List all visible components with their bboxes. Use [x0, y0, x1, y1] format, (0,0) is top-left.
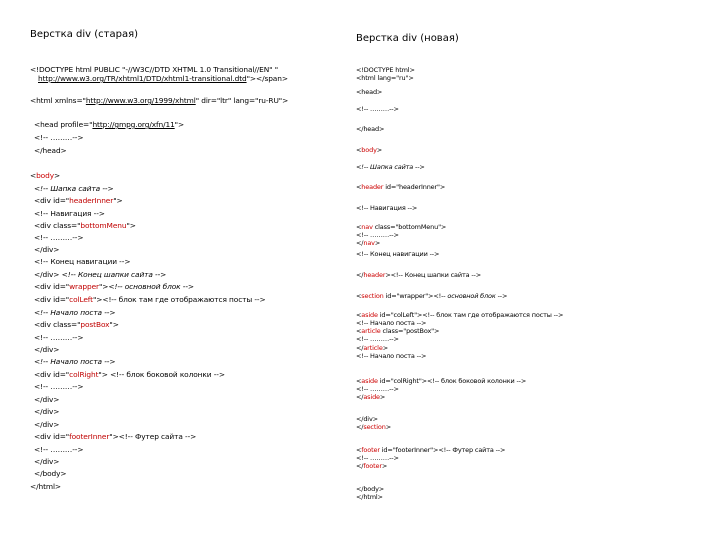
- code-line: [34, 295, 266, 304]
- code-token: <!-- Навигация -->: [356, 204, 418, 212]
- code-token: </: [356, 393, 364, 401]
- code-line: [356, 393, 385, 401]
- code-token: </: [356, 462, 364, 470]
- code-token: <!-- Навигация -->: [34, 209, 105, 218]
- code-line: [356, 446, 505, 454]
- code-token: nav: [361, 223, 373, 231]
- code-line: [356, 204, 417, 212]
- code-token: header: [361, 183, 384, 191]
- code-line: [34, 320, 119, 329]
- code-token: </: [356, 239, 364, 247]
- code-token: <!-- основной блок -->: [108, 282, 194, 291]
- code-token: <!-- ………-->: [356, 385, 399, 393]
- code-token: <div id=": [34, 432, 70, 441]
- code-token: <!-- Начало поста -->: [34, 308, 116, 317]
- code-line: [34, 209, 105, 218]
- code-token: <: [356, 311, 362, 319]
- code-token: </div>: [34, 345, 60, 354]
- code-token: body: [361, 146, 377, 154]
- code-token: ">: [174, 120, 185, 129]
- code-token: </body>: [34, 469, 67, 478]
- code-token: <: [356, 327, 362, 335]
- code-line: [34, 357, 115, 366]
- code-line: [356, 66, 415, 74]
- code-token: <div id=": [34, 295, 70, 304]
- code-line: [356, 183, 445, 191]
- code-line: [34, 445, 83, 454]
- code-line: [356, 493, 383, 501]
- code-line: [34, 345, 59, 354]
- code-line: [34, 120, 184, 129]
- code-token: >: [381, 462, 388, 470]
- code-token: " dir="ltr" lang="ru-RU">: [195, 96, 289, 105]
- code-line: [34, 370, 225, 379]
- code-token: <html lang="ru">: [356, 74, 414, 82]
- code-line: [356, 88, 382, 96]
- code-token: headerInner: [69, 196, 114, 205]
- code-token: footerInner: [69, 432, 110, 441]
- code-token: <div class=": [34, 320, 81, 329]
- code-token: <!-- ………-->: [34, 382, 84, 391]
- code-token: section: [361, 292, 384, 300]
- code-line: [34, 420, 59, 429]
- code-line: [34, 233, 83, 242]
- code-token: <!-- Начало поста -->: [356, 352, 427, 360]
- code-token: <!DOCTYPE html>: [356, 66, 415, 74]
- code-line: [356, 223, 446, 231]
- code-line: [356, 105, 399, 113]
- code-token: id="colRight"><!-- блок боковой колонки -->: [377, 377, 527, 385]
- code-token: <: [356, 377, 362, 385]
- code-token: "><!-- блок там где отображаются посты -->: [92, 295, 266, 304]
- code-token: bottomMenu: [80, 221, 127, 230]
- code-line: [34, 184, 114, 193]
- code-token: "> <!-- блок боковой колонки -->: [98, 370, 225, 379]
- code-token: class="postBox">: [380, 327, 440, 335]
- code-line: [356, 335, 399, 343]
- code-token: footer: [361, 446, 380, 454]
- code-token: <div id=": [34, 370, 70, 379]
- code-token: colRight: [69, 370, 99, 379]
- code-line: [356, 250, 439, 258]
- code-line: [356, 377, 526, 385]
- code-line: [356, 163, 425, 171]
- code-token: id="headerInner">: [383, 183, 446, 191]
- code-token: <!-- ………-->: [356, 105, 399, 113]
- code-line: [34, 257, 130, 266]
- code-token: "></span>: [246, 74, 288, 83]
- code-token: <head>: [356, 88, 383, 96]
- code-line: [34, 469, 66, 478]
- code-token: article: [363, 344, 383, 352]
- code-line: [356, 231, 399, 239]
- code-line: [356, 319, 426, 327]
- code-line: [38, 74, 288, 83]
- code-line: [34, 382, 83, 391]
- code-line: [34, 282, 194, 291]
- code-token: <div class=": [34, 221, 81, 230]
- code-token: >: [382, 344, 388, 352]
- code-token: >: [385, 423, 392, 431]
- code-token: ">: [113, 196, 123, 205]
- code-line: [30, 482, 61, 491]
- code-token: </: [356, 423, 364, 431]
- code-token: </head>: [34, 146, 67, 155]
- code-line: [356, 327, 439, 335]
- old-layout-heading: Верстка div (старая): [30, 29, 138, 40]
- code-token: <div id=": [34, 282, 70, 291]
- code-token: <!-- ………-->: [356, 335, 399, 343]
- code-token: wrapper: [69, 282, 99, 291]
- code-token: colLeft: [69, 295, 93, 304]
- code-token: class="bottomMenu">: [372, 223, 447, 231]
- code-line: [34, 221, 136, 230]
- code-token: <head profile=": [34, 120, 93, 129]
- new-layout-heading: Верстка div (новая): [356, 33, 459, 44]
- code-token: ">: [109, 320, 119, 329]
- code-line: [30, 96, 288, 105]
- code-token: <!DOCTYPE html PUBLIC "-//W3C//DTD XHTML 1.0 Transitional//EN" ": [30, 65, 279, 74]
- code-token: <!-- ………-->: [356, 454, 399, 462]
- code-token: </div>: [34, 395, 60, 404]
- code-line: [30, 171, 60, 180]
- code-line: [356, 311, 563, 319]
- code-token: <: [356, 183, 362, 191]
- code-token: </html>: [30, 482, 62, 491]
- code-token: <!-- ………-->: [34, 133, 84, 142]
- code-token: >: [379, 393, 386, 401]
- code-token: http://www.w3.org/TR/xhtml1/DTD/xhtml1-transitional.dtd: [38, 74, 247, 83]
- code-token: основной блок: [447, 292, 496, 300]
- code-token: header: [363, 271, 386, 279]
- code-token: </div>: [34, 420, 60, 429]
- code-token: <!-- ………-->: [356, 231, 399, 239]
- code-token: <!-- Конец шапки сайта -->: [61, 270, 167, 279]
- code-line: [34, 432, 196, 441]
- code-line: [356, 462, 387, 470]
- code-token: <: [356, 146, 362, 154]
- code-line: [34, 333, 83, 342]
- code-token: id="colLeft"><!-- блок там где отображаются посты -->: [377, 311, 564, 319]
- code-line: [34, 407, 59, 416]
- code-token: </head>: [356, 125, 385, 133]
- code-token: ">: [126, 221, 136, 230]
- code-line: [34, 146, 67, 155]
- code-token: </html>: [356, 493, 383, 501]
- code-line: [356, 125, 384, 133]
- code-token: </: [356, 344, 364, 352]
- code-token: <: [30, 171, 37, 180]
- code-line: [356, 271, 481, 279]
- code-token: footer: [363, 462, 382, 470]
- code-line: [356, 74, 414, 82]
- code-line: [356, 239, 380, 247]
- code-line: [356, 292, 507, 300]
- code-token: </div>: [34, 270, 62, 279]
- code-token: <!-- Шапка сайта -->: [34, 184, 114, 193]
- code-token: </body>: [356, 485, 385, 493]
- code-line: [356, 146, 382, 154]
- code-token: -->: [495, 292, 508, 300]
- code-token: <: [356, 446, 362, 454]
- code-token: <!-- Конец навигации -->: [356, 250, 440, 258]
- code-token: </: [356, 271, 364, 279]
- code-token: </div>: [34, 457, 60, 466]
- code-token: http://gmpg.org/xfn/11: [92, 120, 175, 129]
- code-line: [34, 457, 59, 466]
- code-token: <!-- ………-->: [34, 333, 84, 342]
- code-token: id="wrapper"><!--: [383, 292, 448, 300]
- code-token: body: [36, 171, 54, 180]
- code-line: [356, 454, 399, 462]
- code-token: </div>: [34, 407, 60, 416]
- code-token: <!-- Начало поста -->: [356, 319, 427, 327]
- code-token: <!-- ………-->: [34, 233, 84, 242]
- code-token: "><!-- Футер сайта -->: [109, 432, 197, 441]
- code-token: <!-- Шапка сайта -->: [356, 163, 425, 171]
- code-token: article: [361, 327, 381, 335]
- code-token: id="footerInner"><!-- Футер сайта -->: [379, 446, 506, 454]
- code-token: section: [363, 423, 386, 431]
- code-line: [356, 415, 378, 423]
- code-token: http://www.w3.org/1999/xhtml: [85, 96, 196, 105]
- code-token: >: [376, 146, 383, 154]
- code-token: <html xmlns=": [30, 96, 86, 105]
- code-token: <!-- ………-->: [34, 445, 84, 454]
- code-token: aside: [361, 311, 378, 319]
- code-token: aside: [361, 377, 378, 385]
- code-line: [34, 395, 59, 404]
- code-line: [30, 65, 278, 74]
- code-line: [356, 352, 426, 360]
- code-token: </div>: [356, 415, 378, 423]
- code-line: [34, 270, 166, 279]
- code-line: [34, 196, 123, 205]
- code-token: ">: [99, 282, 109, 291]
- code-token: ><!-- Конец шапки сайта -->: [385, 271, 482, 279]
- code-line: [356, 423, 391, 431]
- code-token: <!-- Начало поста -->: [34, 357, 116, 366]
- code-token: postBox: [80, 320, 110, 329]
- code-line: [34, 133, 83, 142]
- code-token: >: [53, 171, 61, 180]
- code-token: aside: [363, 393, 380, 401]
- code-token: <: [356, 292, 362, 300]
- code-token: </div>: [34, 245, 60, 254]
- code-line: [34, 308, 115, 317]
- code-line: [356, 385, 399, 393]
- code-token: <div id=": [34, 196, 70, 205]
- code-token: <: [356, 223, 362, 231]
- code-token: >: [374, 239, 381, 247]
- code-token: nav: [363, 239, 375, 247]
- code-line: [356, 344, 388, 352]
- code-token: <!-- Конец навигации -->: [34, 257, 131, 266]
- code-line: [34, 245, 59, 254]
- code-line: [356, 485, 384, 493]
